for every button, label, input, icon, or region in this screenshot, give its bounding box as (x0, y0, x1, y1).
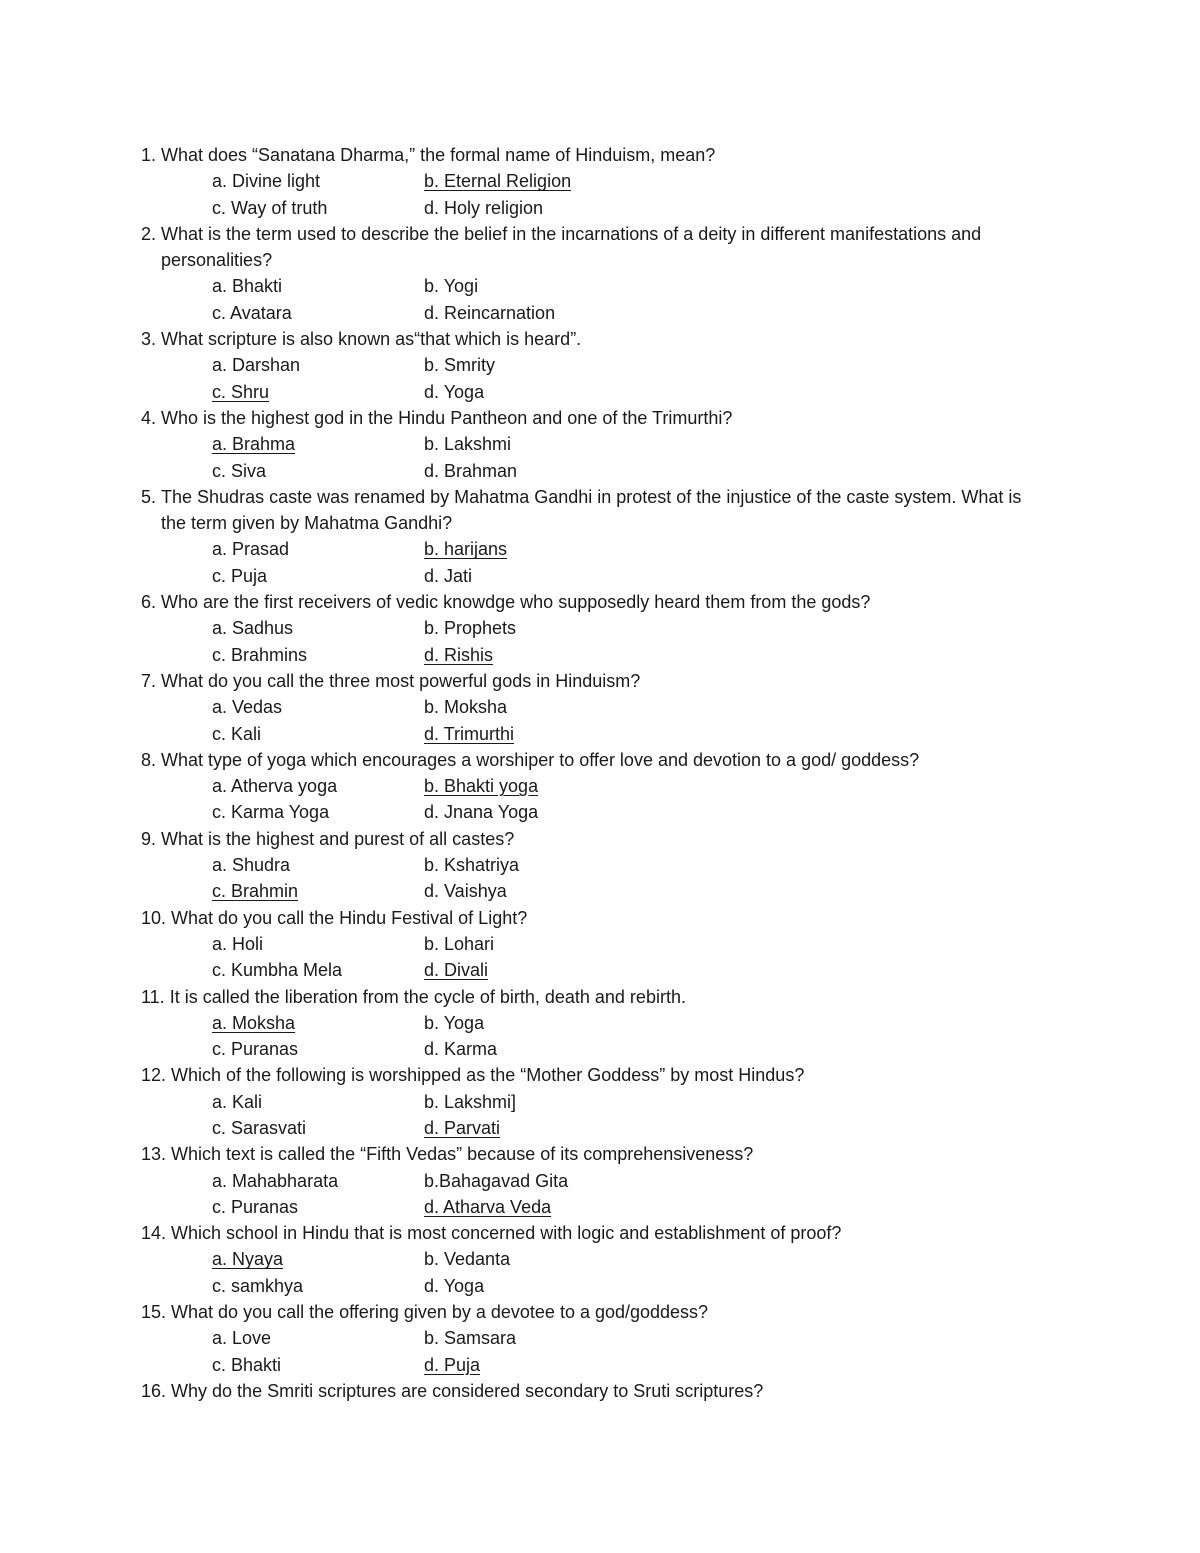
question-text: What do you call the three most powerful gods in Hinduism? (161, 670, 641, 691)
answer-option: d. Jnana Yoga (424, 802, 539, 823)
option-row (0, 1194, 1200, 1220)
question-text: Which school in Hindu that is most concerned with logic and establishment of proof? (171, 1223, 842, 1244)
answer-option-correct: d. Divali (424, 960, 489, 981)
answer-option: a. Sadhus (212, 618, 294, 639)
question-3 (0, 326, 1051, 352)
answer-option-correct: d. Atharva Veda (424, 1196, 552, 1217)
answer-option: c. Karma Yoga (212, 802, 330, 823)
question-number: 7. (141, 670, 162, 691)
question-number: 13. (141, 1144, 172, 1165)
question-text: Which text is called the “Fifth Vedas” because of its comprehensiveness? (171, 1144, 754, 1165)
answer-option: d. Yoga (424, 381, 485, 402)
question-text: Why do the Smriti scriptures are considered secondary to Sruti scriptures? (171, 1380, 764, 1401)
answer-option: c. Kali (212, 723, 262, 744)
answer-option: b. Yoga (424, 1012, 485, 1033)
option-row (0, 273, 1200, 299)
question-number: 14. (141, 1223, 172, 1244)
question-number: 12. (141, 1065, 172, 1086)
question-8 (0, 747, 1051, 773)
answer-option: a. Love (212, 1328, 272, 1349)
option-row (0, 379, 1200, 405)
question-number: 10. (141, 907, 172, 928)
question-text: What do you call the offering given by a devotee to a god/goddess? (171, 1302, 709, 1323)
answer-option-correct: a. Nyaya (212, 1249, 284, 1270)
answer-option: c. Way of truth (212, 197, 328, 218)
option-row (0, 1273, 1200, 1299)
answer-option: d. Karma (424, 1039, 498, 1060)
answer-option: b. Lakshmi] (424, 1091, 517, 1112)
answer-option: b. Vedanta (424, 1249, 511, 1270)
question-number: 3. (141, 329, 162, 350)
question-number: 2. (141, 223, 162, 244)
question-12 (0, 1062, 1051, 1088)
question-text: What scripture is also known as“that which is heard”. (161, 329, 582, 350)
answer-option: a. Shudra (212, 855, 291, 876)
question-number: 11. (141, 986, 170, 1007)
answer-option-correct: a. Brahma (212, 434, 296, 455)
answer-option: b. Lakshmi (424, 434, 512, 455)
answer-option: a. Divine light (212, 171, 321, 192)
question-10 (0, 905, 1051, 931)
question-text: What does “Sanatana Dharma,” the formal name of Hinduism, mean? (161, 145, 716, 165)
answer-option-correct: b. Bhakti yoga (424, 776, 539, 797)
option-row (0, 1168, 1200, 1194)
option-row (0, 168, 1200, 194)
option-row (0, 1010, 1200, 1036)
option-row (0, 1246, 1200, 1272)
answer-option: b. Smrity (424, 355, 496, 376)
answer-option: d. Reincarnation (424, 302, 556, 323)
option-row (0, 957, 1200, 983)
answer-option: c. Kumbha Mela (212, 960, 343, 981)
answer-option: a. Atherva yoga (212, 776, 338, 797)
question-text: The Shudras caste was renamed by Mahatma Gandhi in protest of the injustice of the caste system. What is the term given by Mahatma Gandhi? (161, 486, 1022, 534)
answer-option: a. Holi (212, 933, 264, 954)
option-row (0, 563, 1200, 589)
answer-option: c. Puranas (212, 1196, 299, 1217)
question-text: What is the term used to describe the belief in the incarnations of a deity in different manifestations and personalities? (161, 223, 982, 271)
option-row (0, 799, 1200, 825)
question-number: 16. (141, 1380, 172, 1401)
answer-option-correct: c. Shru (212, 381, 270, 402)
option-row (0, 1352, 1200, 1378)
answer-option: b. Yogi (424, 276, 479, 297)
answer-option: d. Jati (424, 565, 473, 586)
question-16 (0, 1378, 1051, 1404)
answer-option-correct: d. Rishis (424, 644, 494, 665)
question-text: What do you call the Hindu Festival of Light? (171, 907, 528, 928)
question-number: 5. (141, 486, 162, 507)
answer-option: a. Darshan (212, 355, 301, 376)
option-row (0, 694, 1200, 720)
option-row (0, 773, 1200, 799)
question-number: 9. (141, 828, 162, 849)
answer-option-correct: a. Moksha (212, 1012, 296, 1033)
option-row (0, 458, 1200, 484)
answer-option-correct: d. Trimurthi (424, 723, 515, 744)
answer-option: a. Kali (212, 1091, 263, 1112)
option-row (0, 721, 1200, 747)
answer-option: c. Sarasvati (212, 1117, 307, 1138)
answer-option: b. Samsara (424, 1328, 517, 1349)
answer-option-correct: d. Puja (424, 1354, 481, 1375)
question-7 (0, 668, 1051, 694)
answer-option: a. Prasad (212, 539, 290, 560)
question-1 (0, 142, 1051, 168)
option-row (0, 642, 1200, 668)
answer-option: b. Prophets (424, 618, 517, 639)
question-number: 15. (141, 1302, 172, 1323)
answer-option: d. Yoga (424, 1275, 485, 1296)
option-row (0, 1115, 1200, 1141)
answer-option-correct: d. Parvati (424, 1117, 501, 1138)
answer-option: c. Brahmins (212, 644, 308, 665)
option-row (0, 615, 1200, 641)
question-14 (0, 1220, 1051, 1246)
question-2 (0, 221, 1051, 274)
answer-option: c. Puranas (212, 1039, 299, 1060)
answer-option: b.Bahagavad Gita (424, 1170, 569, 1191)
question-text: Who are the first receivers of vedic knowdge who supposedly heard them from the gods? (161, 592, 871, 613)
option-row (0, 1036, 1200, 1062)
option-row (0, 852, 1200, 878)
answer-option-correct: c. Brahmin (212, 881, 299, 902)
option-row (0, 431, 1200, 457)
answer-option: b. Moksha (424, 697, 508, 718)
question-number: 6. (141, 592, 162, 613)
answer-option-correct: b. harijans (424, 539, 508, 560)
answer-option: d. Brahman (424, 460, 518, 481)
answer-option: c. samkhya (212, 1275, 304, 1296)
answer-option: a. Bhakti (212, 276, 283, 297)
question-6 (0, 589, 1051, 615)
question-5 (0, 484, 1051, 537)
answer-option: a. Vedas (212, 697, 283, 718)
question-15 (0, 1299, 1051, 1325)
option-row (0, 1325, 1200, 1351)
question-11 (0, 984, 1051, 1010)
answer-option: d. Vaishya (424, 881, 507, 902)
quiz-document (0, 142, 1200, 1404)
option-row (0, 536, 1200, 562)
option-row (0, 878, 1200, 904)
answer-option: c. Siva (212, 460, 267, 481)
option-row (0, 352, 1200, 378)
question-13 (0, 1141, 1051, 1167)
question-number: 4. (141, 407, 162, 428)
answer-option: c. Avatara (212, 302, 292, 323)
answer-option: c. Bhakti (212, 1354, 282, 1375)
question-number: 1. (141, 145, 162, 165)
answer-option: b. Lohari (424, 933, 495, 954)
question-text: Who is the highest god in the Hindu Pantheon and one of the Trimurthi? (161, 407, 733, 428)
question-text: What type of yoga which encourages a worshiper to offer love and devotion to a god/ goddess? (161, 749, 920, 770)
option-row (0, 195, 1200, 221)
answer-option: d. Holy religion (424, 197, 544, 218)
question-text: It is called the liberation from the cycle of birth, death and rebirth. (169, 986, 686, 1007)
question-9 (0, 826, 1051, 852)
question-number: 8. (141, 749, 162, 770)
answer-option: b. Kshatriya (424, 855, 520, 876)
answer-option: a. Mahabharata (212, 1170, 339, 1191)
question-4 (0, 405, 1051, 431)
option-row (0, 931, 1200, 957)
option-row (0, 300, 1200, 326)
question-text: Which of the following is worshipped as the “Mother Goddess” by most Hindus? (171, 1065, 805, 1086)
answer-option: c. Puja (212, 565, 268, 586)
option-row (0, 1089, 1200, 1115)
answer-option-correct: b. Eternal Religion (424, 171, 572, 192)
question-text: What is the highest and purest of all castes? (161, 828, 515, 849)
